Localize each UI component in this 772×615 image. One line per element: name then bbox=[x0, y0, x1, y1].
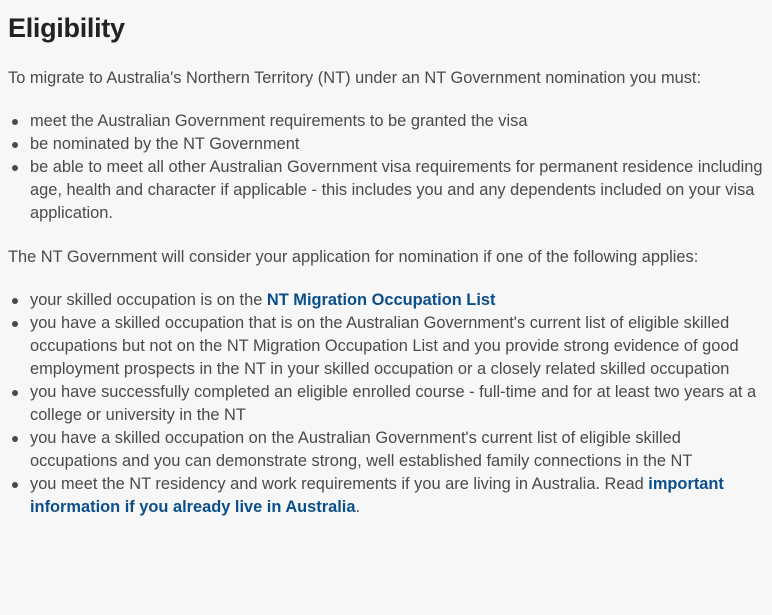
intro-paragraph: To migrate to Australia's Northern Territory (NT) under an NT Government nomination you must: bbox=[8, 69, 702, 87]
list-item-text: . bbox=[355, 498, 361, 516]
list-item: be nominated by the NT Government bbox=[8, 133, 764, 156]
list-item: be able to meet all other Australian Government visa requirements for permanent residence including age, health and character if applicable - this includes you and any dependents included on your visa application. bbox=[8, 156, 764, 225]
list-item bbox=[8, 473, 764, 519]
list-item: you have a skilled occupation on the Australian Government's current list of eligible skilled occupations and you can demonstrate strong, well established family connections in the NT bbox=[8, 427, 764, 473]
conditions-list bbox=[8, 289, 764, 519]
list-item: you have successfully completed an eligible enrolled course - full-time and for at least two years at a college or university in the NT bbox=[8, 381, 764, 427]
list-item bbox=[8, 289, 764, 312]
list-item-text: you meet the NT residency and work requirements if you are living in Australia. Read bbox=[30, 475, 649, 493]
nt-migration-occupation-list-link[interactable]: NT Migration Occupation List bbox=[266, 291, 496, 309]
list-item-text: your skilled occupation is on the bbox=[30, 291, 267, 309]
list-item: you have a skilled occupation that is on the Australian Government's current list of eligible skilled occupations but not on the NT Migration Occupation List and you provide strong evidence of good employment prospects in the NT in your skilled occupation or a closely related skilled occupation bbox=[8, 312, 764, 381]
consider-paragraph: The NT Government will consider your application for nomination if one of the following applies: bbox=[8, 248, 699, 266]
requirements-list bbox=[8, 110, 764, 225]
live-in-australia-info-link[interactable]: important information if you already live in Australia bbox=[30, 475, 724, 516]
page-title: Eligibility bbox=[8, 13, 125, 43]
list-item: meet the Australian Government requirements to be granted the visa bbox=[8, 110, 764, 133]
